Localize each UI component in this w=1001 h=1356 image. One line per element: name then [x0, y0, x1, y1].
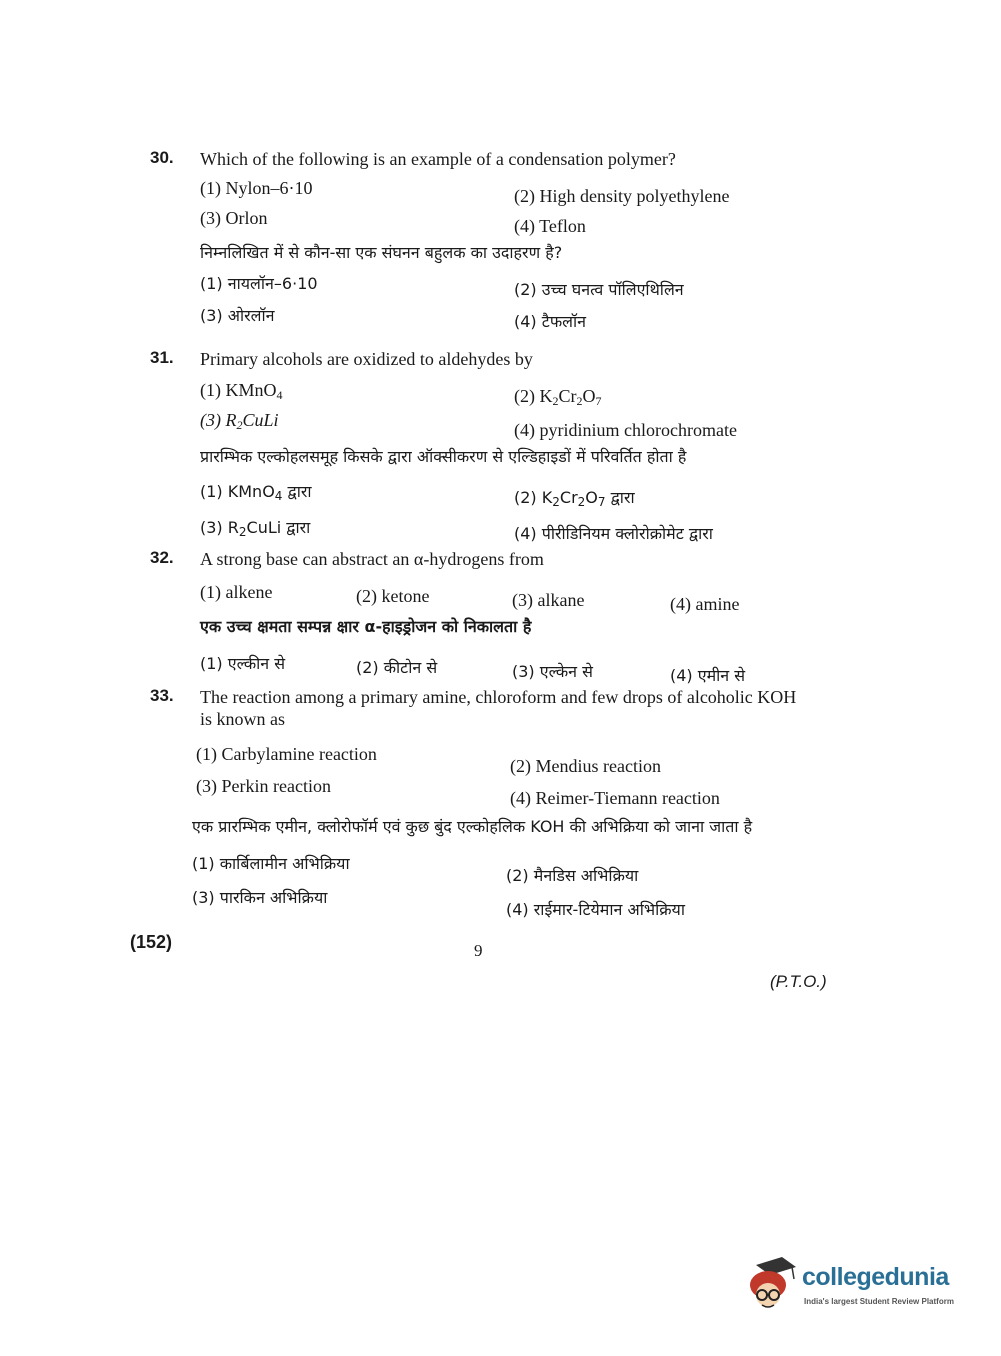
question-number: 31. — [150, 348, 174, 367]
option-1-hi: (1) कार्बिलामीन अभिक्रिया — [192, 854, 350, 873]
option-1-hi: (1) नायलॉन–6·10 — [200, 274, 318, 293]
option-2: (2) $K_2Cr_2O_7$ — [514, 386, 602, 408]
question-text-en: A strong base can abstract an α-hydrogens from — [200, 549, 544, 569]
question-text-hi: एक उच्च क्षमता सम्पन्न क्षार α-हाइड्रोजन को निकालता है — [200, 617, 532, 636]
question-30 — [150, 148, 850, 331]
options-en — [196, 730, 850, 808]
option-4: (4) Reimer-Tiemann reaction — [510, 788, 720, 808]
question-text-en: Primary alcohols are oxidized to aldehydes by — [200, 349, 533, 369]
paper-code: (152) — [130, 932, 173, 952]
collegedunia-mascot-icon — [742, 1255, 798, 1313]
question-31 — [150, 348, 850, 543]
question-number: 32. — [150, 548, 174, 567]
question-33 — [150, 686, 850, 919]
logo-tagline: India's largest Student Review Platform — [804, 1297, 954, 1306]
option-4: (4) pyridinium chlorochromate — [514, 420, 737, 440]
option-1-hi: (1) एल्कीन से — [200, 654, 286, 673]
collegedunia-logo[interactable] — [742, 1255, 972, 1315]
option-3: (3) $R_2CuLi$ — [200, 410, 279, 432]
option-1-hi: (1) KMnO$_4$ द्वारा — [200, 482, 312, 503]
option-1: (1) alkene — [200, 582, 273, 602]
option-3-hi: (3) एल्केन से — [512, 662, 593, 681]
question-text-hi: एक प्रारम्भिक एमीन, क्लोरोफॉर्म एवं कुछ बुंद एल्कोहलिक KOH की अभिक्रिया को जाना जाता है — [192, 817, 753, 836]
option-3-hi: (3) ओरलॉन — [200, 306, 275, 325]
option-4-hi: (4) टैफलॉन — [514, 312, 587, 331]
option-2-hi: (2) $K_2Cr_2O_7$ द्वारा — [514, 488, 635, 509]
option-2: (2) Mendius reaction — [510, 756, 661, 776]
question-number: 33. — [150, 686, 174, 705]
question-32 — [150, 548, 850, 685]
option-4-hi: (4) पीरीडिनियम क्लोरोक्रोमेट द्वारा — [514, 524, 713, 543]
option-2-hi: (2) उच्च घनत्व पॉलिएथिलिन — [514, 280, 684, 299]
option-3-hi: (3) $R_2CuLi$ द्वारा — [200, 518, 311, 539]
page-number: 9 — [474, 941, 483, 960]
option-3: (3) Orlon — [200, 208, 268, 228]
question-number: 30. — [150, 148, 174, 167]
option-1: (1) Carbylamine reaction — [196, 744, 377, 764]
option-1: (1) KMnO$_4$ — [200, 380, 283, 402]
question-text-en: The reaction among a primary amine, chloroform and few drops of alcoholic KOH is known as — [200, 687, 797, 729]
option-1: (1) Nylon–6·10 — [200, 178, 313, 198]
option-2: (2) ketone — [356, 586, 430, 606]
option-2: (2) High density polyethylene — [514, 186, 730, 206]
option-2-hi: (2) कीटोन से — [356, 658, 438, 677]
please-turn-over: (P.T.O.) — [770, 972, 827, 991]
option-4: (4) Teflon — [514, 216, 586, 236]
logo-wordmark: collegedunia — [802, 1263, 949, 1291]
options-en — [200, 570, 850, 614]
option-4: (4) amine — [670, 594, 740, 614]
option-4-hi: (4) एमीन से — [670, 666, 746, 685]
option-3: (3) alkane — [512, 590, 585, 610]
question-text-en: Which of the following is an example of a condensation polymer? — [200, 149, 676, 169]
option-3: (3) Perkin reaction — [196, 776, 331, 796]
question-text-hi: प्रारम्भिक एल्कोहलसमूह किसके द्वारा ऑक्सीकरण से एल्डिहाइडों में परिवर्तित होता है — [200, 447, 687, 466]
option-2-hi: (2) मैनडिस अभिक्रिया — [506, 866, 639, 885]
options-en — [200, 370, 850, 440]
question-text-hi: निम्नलिखित में से कौन-सा एक संघनन बहुलक का उदाहरण है? — [200, 243, 563, 262]
options-en — [200, 170, 850, 234]
option-4-hi: (4) राईमार-टियेमान अभिक्रिया — [506, 900, 685, 919]
option-3-hi: (3) पारकिन अभिक्रिया — [192, 888, 328, 907]
